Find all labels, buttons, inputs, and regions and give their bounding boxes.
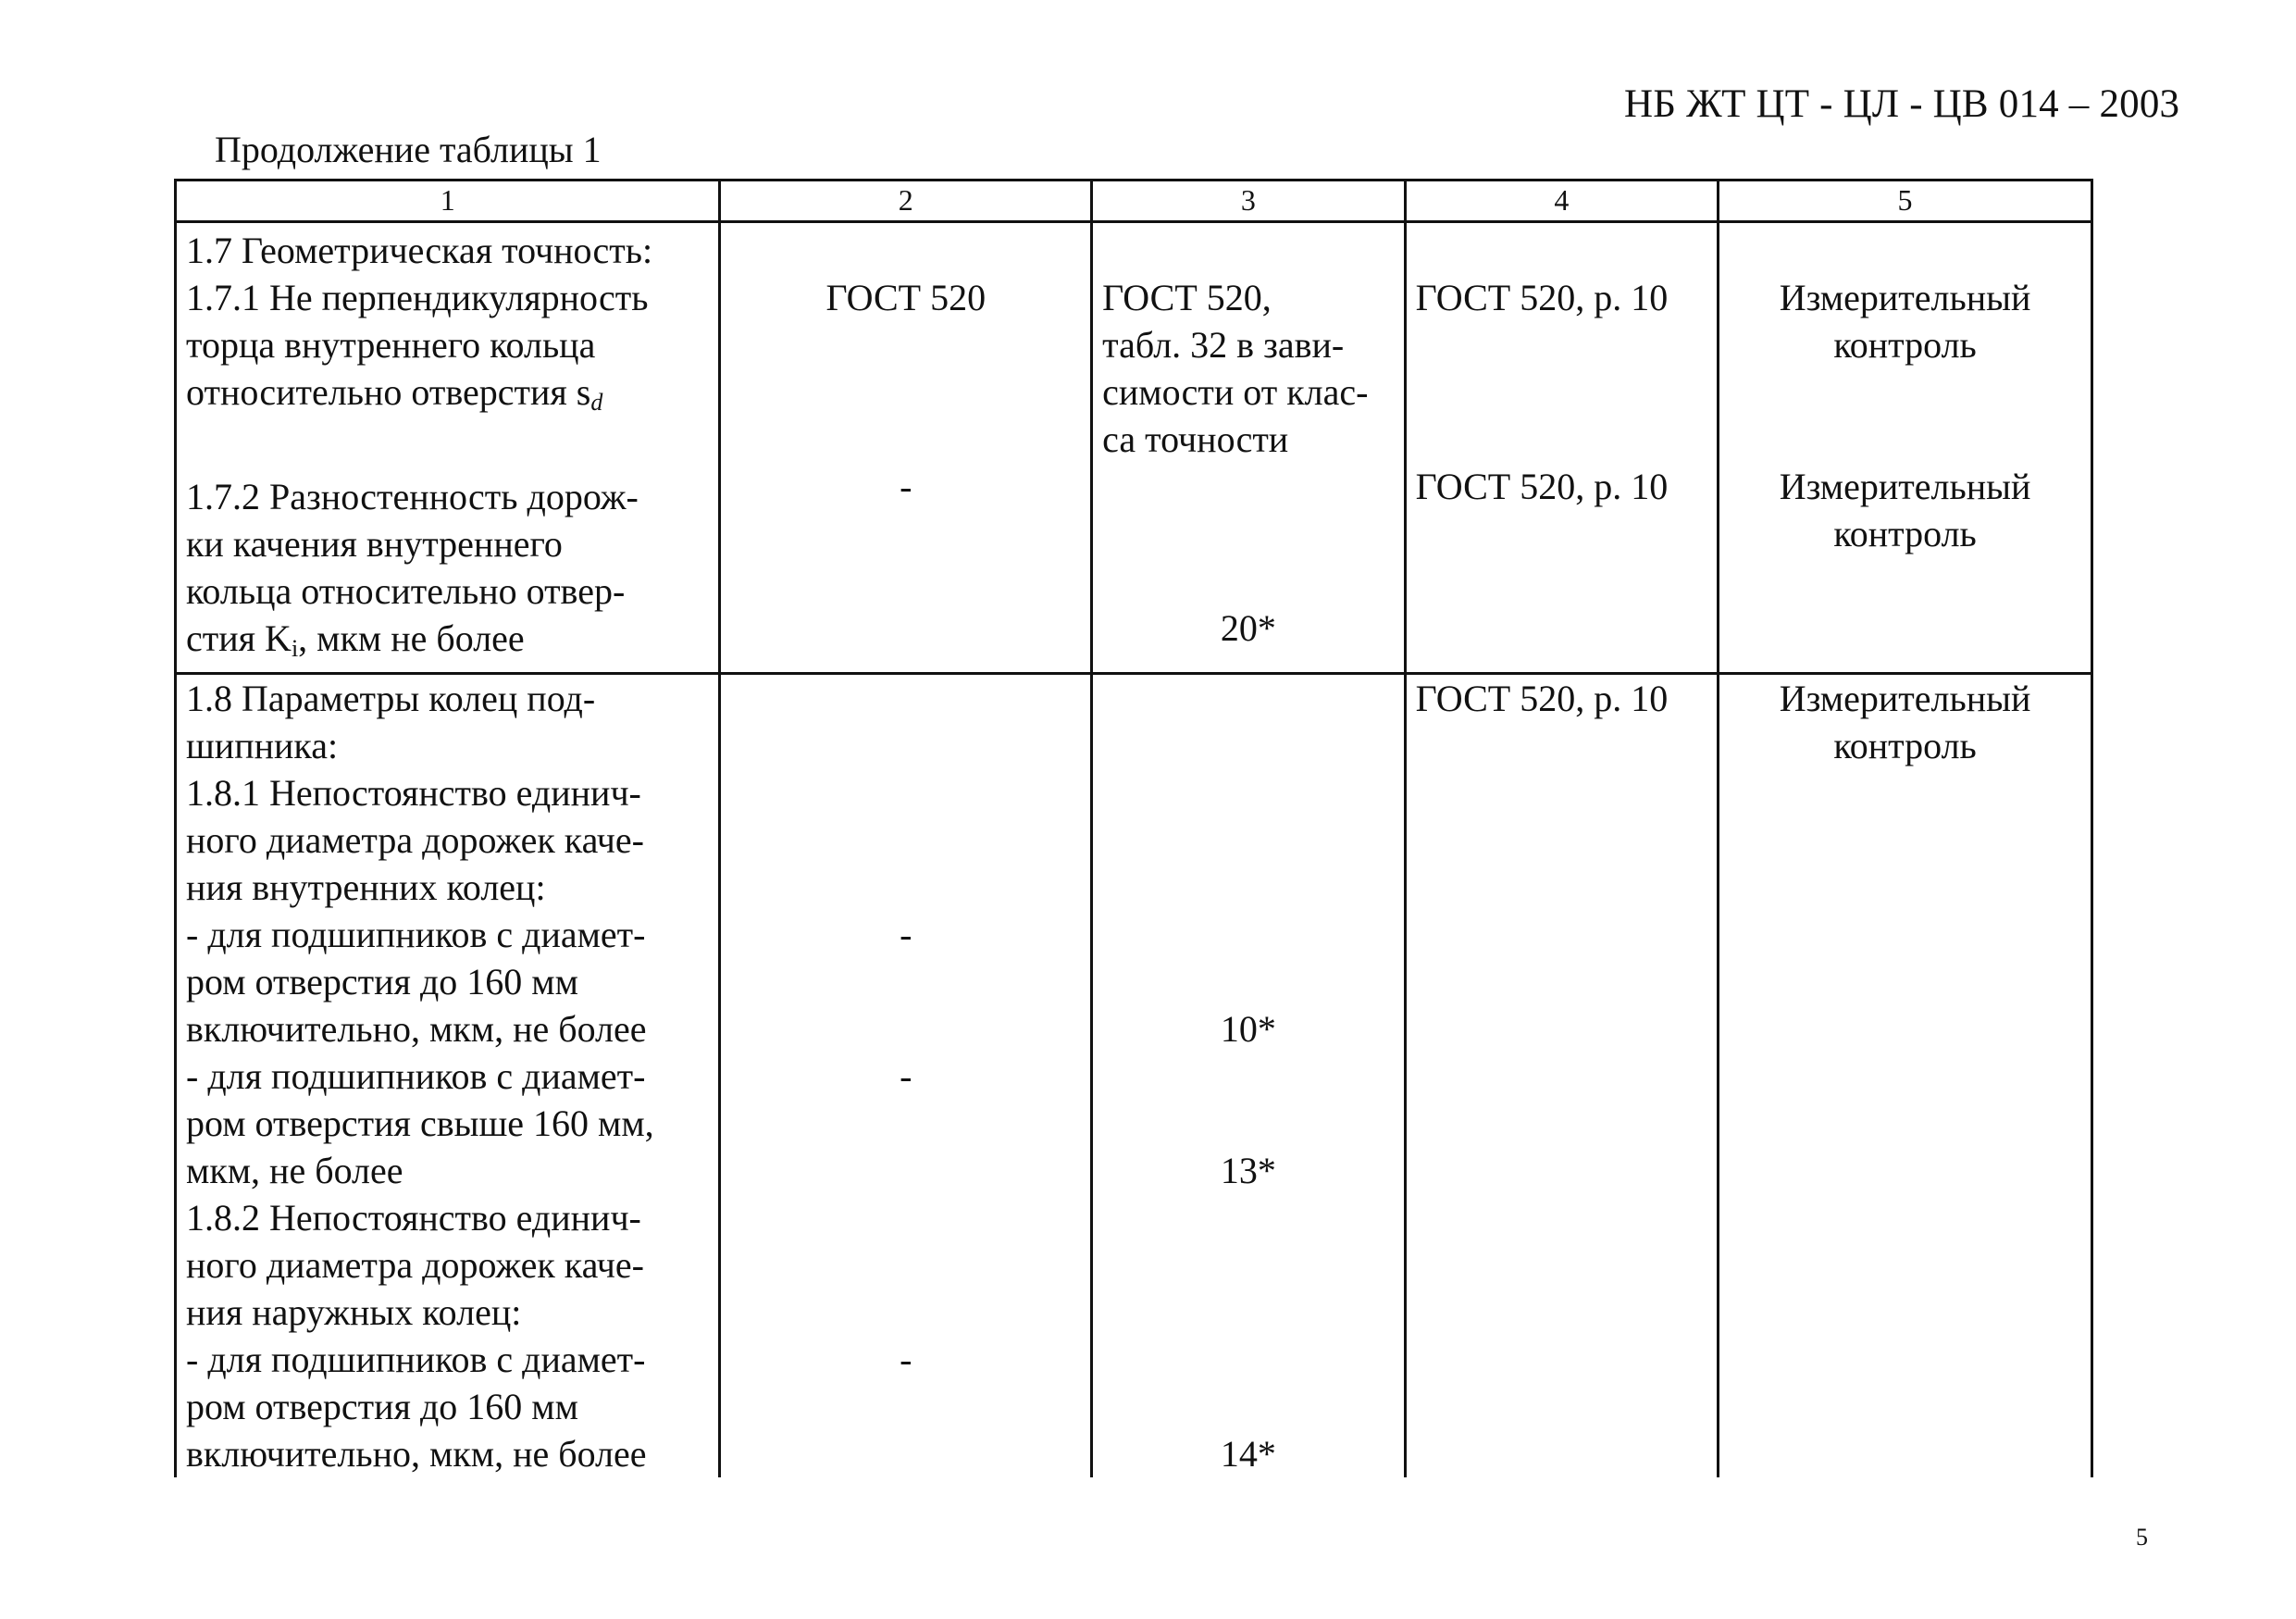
- row-1-8-parameter: [176, 674, 720, 1478]
- spacer: [186, 426, 709, 473]
- text-line: ного диаметра дорожек каче-: [186, 819, 644, 861]
- text-line: [186, 368, 709, 426]
- spacer: [1102, 675, 1394, 722]
- spacer: [730, 958, 1081, 1005]
- spacer: [1416, 321, 1707, 368]
- text-line: шипника:: [186, 725, 339, 766]
- spacer: [730, 722, 1081, 769]
- text-line: 1.7.1 Не перпендикулярность: [186, 277, 649, 318]
- row-1-7-control: [1719, 222, 2092, 674]
- document-code: НБ ЖТ ЦТ - ЦЛ - ЦВ 014 – 2003: [1624, 82, 2180, 126]
- spacer: [1416, 227, 1707, 274]
- text-line: - для подшипников с диамет-: [186, 1055, 646, 1097]
- column-header-1: 1: [176, 181, 720, 222]
- dash-mark: -: [900, 914, 912, 955]
- text-line: включительно, мкм, не более: [186, 1008, 647, 1050]
- value-text: 13*: [1220, 1150, 1276, 1191]
- text-line: табл. 32 в зави-: [1102, 324, 1345, 366]
- row-1-7-values: [1092, 222, 1405, 674]
- text-line: ГОСТ 520, р. 10: [1415, 678, 1669, 719]
- row-1-8-values: [1092, 674, 1405, 1478]
- spacer: [1729, 416, 2081, 463]
- text-line: кольца относительно отвер-: [186, 570, 626, 612]
- spacer: [1102, 227, 1394, 274]
- row-1-8-standard: [720, 674, 1092, 1478]
- spacer: [730, 1241, 1081, 1289]
- text-line: симости от клас-: [1102, 371, 1369, 413]
- text-line: ГОСТ 520, р. 10: [1415, 277, 1669, 318]
- text-line: [186, 615, 709, 672]
- spacer: [730, 769, 1081, 816]
- text-line: 1.7.2 Разностенность дорож-: [186, 476, 639, 517]
- subscript: d: [590, 389, 603, 416]
- text-line: ки качения внутреннего: [186, 523, 563, 565]
- spacer: [1102, 864, 1394, 911]
- spacer: [730, 416, 1081, 463]
- spacer: [730, 321, 1081, 368]
- spacer: [730, 1005, 1081, 1052]
- row-1-7-standard: [720, 222, 1092, 674]
- subscript: i: [291, 635, 299, 662]
- table-row: [176, 222, 2092, 674]
- spacer: [1102, 816, 1394, 864]
- value-text: 10*: [1220, 1008, 1276, 1050]
- text-line: 1.8.2 Непостоянство единич-: [186, 1197, 641, 1239]
- row-1-8-method: [1405, 674, 1718, 1478]
- spacer: [730, 1194, 1081, 1241]
- spacer: [1102, 1383, 1394, 1430]
- spacer: [730, 675, 1081, 722]
- spacer: [1102, 1052, 1394, 1100]
- text-line: торца внутреннего кольца: [186, 324, 596, 366]
- text-line: ного диаметра дорожек каче-: [186, 1244, 644, 1286]
- spacer: [1102, 769, 1394, 816]
- text-line: ром отверстия до 160 мм: [186, 961, 578, 1003]
- dash-mark: -: [900, 1339, 912, 1380]
- spacer: [1102, 1289, 1394, 1336]
- dash-mark: -: [900, 1055, 912, 1097]
- spacer: [730, 816, 1081, 864]
- text-line: 1.8 Параметры колец под-: [186, 678, 596, 719]
- text-line: ния наружных колец:: [186, 1291, 522, 1333]
- spacer: [1102, 1241, 1394, 1289]
- requirements-table: [174, 179, 2093, 1477]
- text-line: 1.7 Геометрическая точность:: [186, 230, 653, 271]
- spacer: [1729, 227, 2081, 274]
- spacer: [1102, 557, 1394, 604]
- text-line: контроль: [1833, 324, 1977, 366]
- column-header-5: 5: [1719, 181, 2092, 222]
- dash-mark: -: [900, 466, 912, 507]
- text-line: - для подшипников с диамет-: [186, 1339, 646, 1380]
- text-fragment: , мкм не более: [298, 617, 525, 659]
- spacer: [1416, 416, 1707, 463]
- text-line: са точности: [1102, 418, 1289, 460]
- value-text: 14*: [1220, 1433, 1276, 1475]
- table-caption: Продолжение таблицы 1: [215, 129, 602, 170]
- text-line: контроль: [1833, 513, 1977, 554]
- text-line: включительно, мкм, не более: [186, 1433, 647, 1475]
- text-line: ром отверстия до 160 мм: [186, 1386, 578, 1427]
- text-line: - для подшипников с диамет-: [186, 914, 646, 955]
- spacer: [730, 1289, 1081, 1336]
- spacer: [730, 1100, 1081, 1147]
- text-line: мкм, не более: [186, 1150, 403, 1191]
- value-text: 20*: [1220, 607, 1276, 649]
- column-header-3: 3: [1092, 181, 1405, 222]
- row-1-7-method: [1405, 222, 1718, 674]
- table-row: [176, 674, 2092, 1478]
- spacer: [1102, 1194, 1394, 1241]
- table-header-row: [176, 181, 2092, 222]
- spacer: [730, 1147, 1081, 1194]
- spacer: [1102, 911, 1394, 958]
- text-line: ГОСТ 520, р. 10: [1415, 466, 1669, 507]
- column-header-2: 2: [720, 181, 1092, 222]
- row-1-8-control: [1719, 674, 2092, 1478]
- spacer: [730, 227, 1081, 274]
- spacer: [1102, 722, 1394, 769]
- text-line: ром отверстия свыше 160 мм,: [186, 1102, 654, 1144]
- text-line: Измерительный: [1779, 466, 2031, 507]
- spacer: [730, 864, 1081, 911]
- text-fragment: стия K: [186, 617, 292, 659]
- text-line: Измерительный: [1779, 277, 2031, 318]
- spacer: [1416, 368, 1707, 416]
- column-header-4: 4: [1405, 181, 1718, 222]
- spacer: [1102, 510, 1394, 557]
- text-line: 1.8.1 Непостоянство единич-: [186, 772, 641, 814]
- spacer: [1102, 958, 1394, 1005]
- text-line: Измерительный: [1779, 678, 2031, 719]
- text-line: контроль: [1833, 725, 1977, 766]
- spacer: [1102, 1336, 1394, 1383]
- spacer: [1102, 463, 1394, 510]
- spacer: [730, 368, 1081, 416]
- text-line: ГОСТ 520,: [1102, 277, 1272, 318]
- page-number: 5: [2136, 1524, 2148, 1551]
- text-line: ния внутренних колец:: [186, 866, 546, 908]
- text-line: ГОСТ 520: [825, 277, 987, 318]
- row-1-7-parameter: [176, 222, 720, 674]
- text-fragment: относительно отверстия s: [186, 371, 591, 413]
- spacer: [1102, 1100, 1394, 1147]
- spacer: [1729, 368, 2081, 416]
